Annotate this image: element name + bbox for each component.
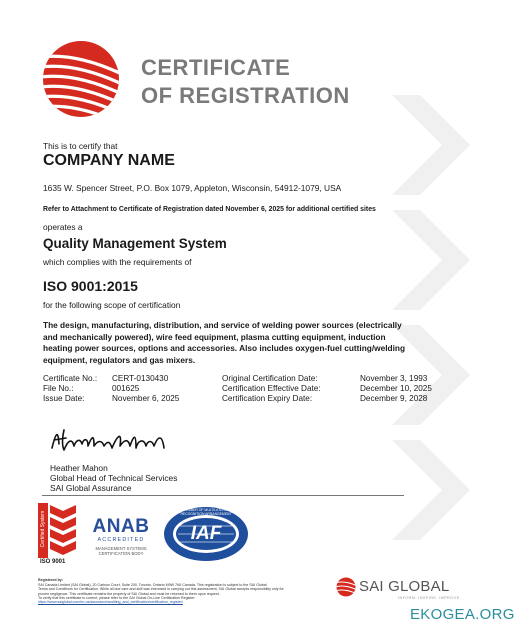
operates-text: operates a: [43, 222, 83, 232]
issue-date-value: November 6, 2025: [112, 394, 180, 403]
scope-line: equipment, regulators and gas mixers.: [43, 354, 196, 365]
anab-label: ANAB: [92, 516, 150, 537]
complies-text: which complies with the requirements of: [43, 257, 192, 267]
file-no-value: 001625: [112, 384, 140, 393]
signatory-name: Heather Mahon: [50, 463, 108, 473]
sai-global-tagline: INFORM. INSPIRE. IMPROVE.: [398, 596, 461, 600]
anab-caption-2: CERTIFICATION BODY: [98, 551, 144, 556]
certificate-title-line1: CERTIFICATE: [141, 55, 291, 80]
sai-global-brand: SAI GLOBAL: [359, 578, 450, 595]
signatory-position: Global Head of Technical Services: [50, 473, 178, 483]
certificate-title-line2: OF REGISTRATION: [141, 83, 350, 108]
iso-standard: ISO 9001:2015: [43, 278, 138, 294]
scope-intro: for the following scope of certification: [43, 300, 181, 310]
company-address: 1635 W. Spencer Street, P.O. Box 1079, Appleton, Wisconsin, 54912-1079, USA: [43, 183, 342, 193]
fine-print-line: SAI Canada Limited (SAI Global), 20 Carlson Court, Suite 200, Toronto, Ontario M9W 7K6 Canada. This registration is subject to the SAI Global: [38, 583, 267, 587]
certificate-no-label: Certificate No.:: [43, 374, 98, 383]
original-date-value: November 3, 1993: [360, 374, 428, 383]
anab-caption-1: MANAGEMENT SYSTEMS: [95, 546, 147, 551]
certified-system-code: ISO 9001: [40, 559, 66, 565]
management-system: Quality Management System: [43, 236, 227, 251]
certified-system-label: Certified System: [40, 510, 46, 548]
iaf-ring-text: MEMBER OF MULTILATERAL RECOGNITION ARRANGEMENT: [180, 508, 232, 516]
fine-print-line: Terms and Conditions for Certification. While all due care and skill was exercised in carrying out this assessment, SAI Global accepts responsibility only for: [38, 587, 284, 592]
attachment-reference: Refer to Attachment to Certificate of Registration dated November 6, 2025 for additional certified sites: [43, 206, 376, 213]
registered-by: Registered by:: [38, 578, 63, 582]
scope-line: heating power sources, options and accessories. Also includes oxygen-fuel cutting/welding: [43, 343, 406, 353]
handwritten-signature: [48, 426, 178, 456]
fine-print-line: To verify that this certificate is current, please refer to the SAI Global On-Line Certification Register:: [38, 595, 196, 600]
sai-globe-icon: [40, 38, 122, 120]
iaf-label: IAF: [190, 523, 222, 544]
certify-intro: This is to certify that: [43, 141, 118, 151]
anab-sub: ACCREDITED: [97, 537, 145, 543]
fine-print-line: proven negligence. This certificate remains the property of SAI Global and must be returned to them upon request.: [38, 591, 220, 596]
effective-date-value: December 10, 2025: [360, 384, 432, 393]
effective-date-label: Certification Effective Date:: [222, 384, 321, 393]
scope-text: [43, 320, 405, 366]
divider-line: [42, 495, 404, 496]
original-date-label: Original Certification Date:: [222, 374, 318, 383]
sai-global-logo-icon: [336, 577, 356, 597]
expiry-date-value: December 9, 2028: [360, 394, 428, 403]
ekogea-watermark: EKOGEA.ORG: [410, 606, 515, 623]
file-no-label: File No.:: [43, 384, 74, 393]
scope-line: and mechanically powered), wire feed equipment, plasma cutting equipment, induction: [43, 331, 386, 342]
certificate-no-value: CERT-0130430: [112, 374, 169, 383]
expiry-date-label: Certification Expiry Date:: [222, 394, 313, 403]
stacked-chevrons-icon: [50, 503, 76, 558]
anab-logo: [86, 516, 156, 566]
company-name: COMPANY NAME: [43, 152, 175, 169]
certified-system-badge: [38, 503, 76, 558]
scope-line: The design, manufacturing, distribution, and service of welding power sources (electrically: [43, 320, 402, 330]
fine-print-link[interactable]: https://www.saiglobal.com/en-us/assurance/auditing_and_certification/certification_register/: [38, 600, 183, 605]
signatory-org: SAI Global Assurance: [50, 483, 132, 493]
fine-print: [38, 583, 318, 604]
issue-date-label: Issue Date:: [43, 394, 85, 403]
